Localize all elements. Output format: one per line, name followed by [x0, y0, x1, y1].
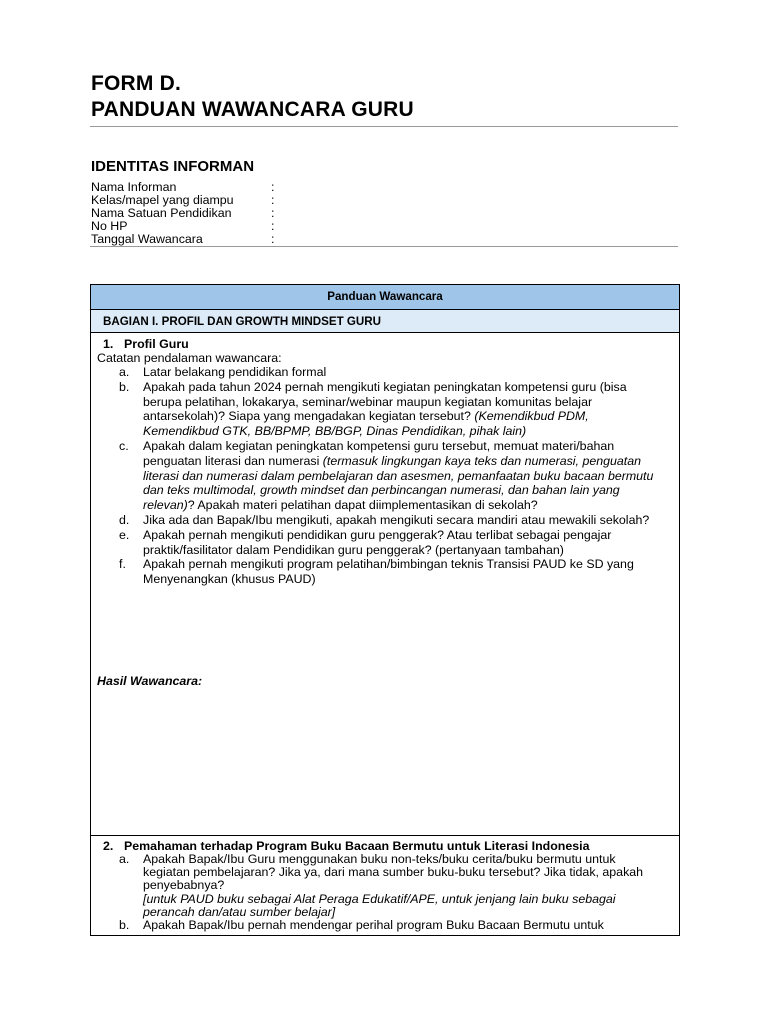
identity-value-nama-informan[interactable] — [283, 181, 673, 194]
item-letter: b. — [119, 379, 130, 394]
result-label: Hasil Wawancara: — [97, 674, 203, 688]
item-text: Apakah pernah mengikuti pendidikan guru penggerak? Atau terlibat sebagai pengajar praktik/fasilitator dalam Pendidikan guru penggerak? (pertanyaan tambahan) — [143, 527, 612, 557]
item-text: Apakah Bapak/Ibu Guru menggunakan buku non-teks/buku cerita/buku bermutu untuk kegiatan pembelajaran? Jika ya, dari mana sumber buku-buku tersebut? Jika tidak, apakah penyebabnya? — [143, 852, 644, 893]
identity-label: Nama Satuan Pendidikan — [91, 205, 232, 220]
item-italic-note: (Kemendikbud PDM, Kemendikbud GTK, BB/BPMP, BB/BGP, Dinas Pendidikan, pihak lain) — [143, 409, 589, 439]
item-text-after: ? Apakah materi pelatihan dapat diimplementasikan di sekolah? — [187, 498, 538, 513]
item-letter: b. — [119, 918, 130, 933]
section-title: Pemahaman terhadap Program Buku Bacaan Bermutu untuk Literasi Indonesia — [124, 839, 590, 853]
item-text: Apakah pernah mengikuti program pelatihan/bimbingan teknis Transisi PAUD ke SD yang Menyenangkan (khusus PAUD) — [143, 557, 634, 587]
identity-value-tanggal[interactable] — [283, 233, 673, 246]
identity-row-tanggal — [91, 233, 673, 246]
identity-fields — [91, 181, 673, 245]
section-note: Catatan pendalaman wawancara: — [97, 351, 282, 365]
section-number: 1. — [103, 337, 114, 351]
part-title: BAGIAN I. PROFIL DAN GROWTH MINDSET GURU — [91, 310, 679, 333]
item-italic-note: [untuk PAUD buku sebagai Alat Peraga Edukatif/APE, untuk jenjang lain buku sebagai perancah dan/atau sumber belajar] — [143, 891, 616, 919]
list-item — [91, 557, 679, 587]
form-title: PANDUAN WAWANCARA GURU — [91, 98, 414, 121]
item-text: Apakah pada tahun 2024 pernah mengikuti kegiatan peningkatan kompetensi guru (bisa berupa pelatihan, lokakarya, seminar/webinar maupun kegiatan komunitas belajar antarsekolah)? Siapa yang mengadakan kegiatan tersebut? — [143, 379, 627, 424]
interview-guide-table — [90, 284, 680, 936]
identity-colon: : — [271, 192, 275, 207]
item-letter: c. — [119, 438, 129, 453]
item-letter: a. — [119, 365, 130, 379]
item-text: Latar belakang pendidikan formal — [143, 365, 327, 379]
list-item — [91, 439, 679, 513]
table-header: Panduan Wawancara — [91, 285, 679, 310]
item-text: Jika ada dan Bapak/Ibu mengikuti, apakah mengikuti secara mandiri atau mewakili sekolah? — [143, 512, 650, 527]
list-item — [91, 380, 679, 439]
identity-label: Kelas/mapel yang diampu — [91, 192, 234, 207]
item-text-wrap — [143, 380, 663, 439]
identity-colon: : — [271, 218, 275, 233]
identity-label: Tanggal Wawancara — [91, 231, 203, 246]
identity-row-no-hp — [91, 220, 673, 233]
header-divider — [90, 126, 678, 127]
item-italic-note: (termasuk lingkungan kaya teks dan numerasi, penguatan literasi dan numerasi dalam pembelajaran dan asesmen, pemanfaatan buku bacaan bermutu dan teks multimodal, growth mindset dan perbincangan numerasi, dan bahan lain yang relevan) — [143, 453, 654, 513]
identity-heading: IDENTITAS INFORMAN — [91, 158, 255, 175]
identity-divider — [90, 246, 678, 247]
question-list — [91, 853, 679, 932]
identity-label: Nama Informan — [91, 180, 177, 194]
identity-value-satuan-pendidikan[interactable] — [283, 207, 673, 220]
identity-label: No HP — [91, 218, 128, 233]
section-pemahaman-program — [91, 836, 679, 936]
identity-row-satuan-pendidikan — [91, 207, 673, 220]
item-letter: d. — [119, 512, 130, 527]
item-text-wrap — [143, 853, 663, 919]
list-item — [91, 919, 679, 932]
form-code: FORM D. — [91, 72, 182, 95]
identity-value-kelas-mapel[interactable] — [283, 194, 673, 207]
identity-row-kelas-mapel — [91, 194, 673, 207]
question-list — [91, 365, 679, 587]
list-item — [91, 853, 679, 919]
section-profil-guru — [91, 334, 679, 836]
identity-colon: : — [271, 180, 275, 194]
item-letter: f. — [119, 557, 126, 572]
identity-row-nama-informan — [91, 181, 673, 194]
list-item — [91, 365, 679, 380]
list-item — [91, 528, 679, 558]
section-number: 2. — [103, 839, 114, 853]
item-letter: e. — [119, 527, 130, 542]
item-text-wrap — [143, 439, 663, 513]
section-title: Profil Guru — [124, 337, 189, 351]
identity-colon: : — [271, 231, 275, 246]
identity-colon: : — [271, 205, 275, 220]
item-text: Apakah Bapak/Ibu pernah mendengar perihal program Buku Bacaan Bermutu untuk — [143, 918, 604, 933]
list-item — [91, 513, 679, 528]
item-letter: a. — [119, 852, 130, 866]
identity-value-no-hp[interactable] — [283, 220, 673, 233]
item-text: Apakah dalam kegiatan peningkatan kompetensi guru tersebut, memuat materi/bahan penguatan literasi dan numerasi — [143, 438, 615, 468]
